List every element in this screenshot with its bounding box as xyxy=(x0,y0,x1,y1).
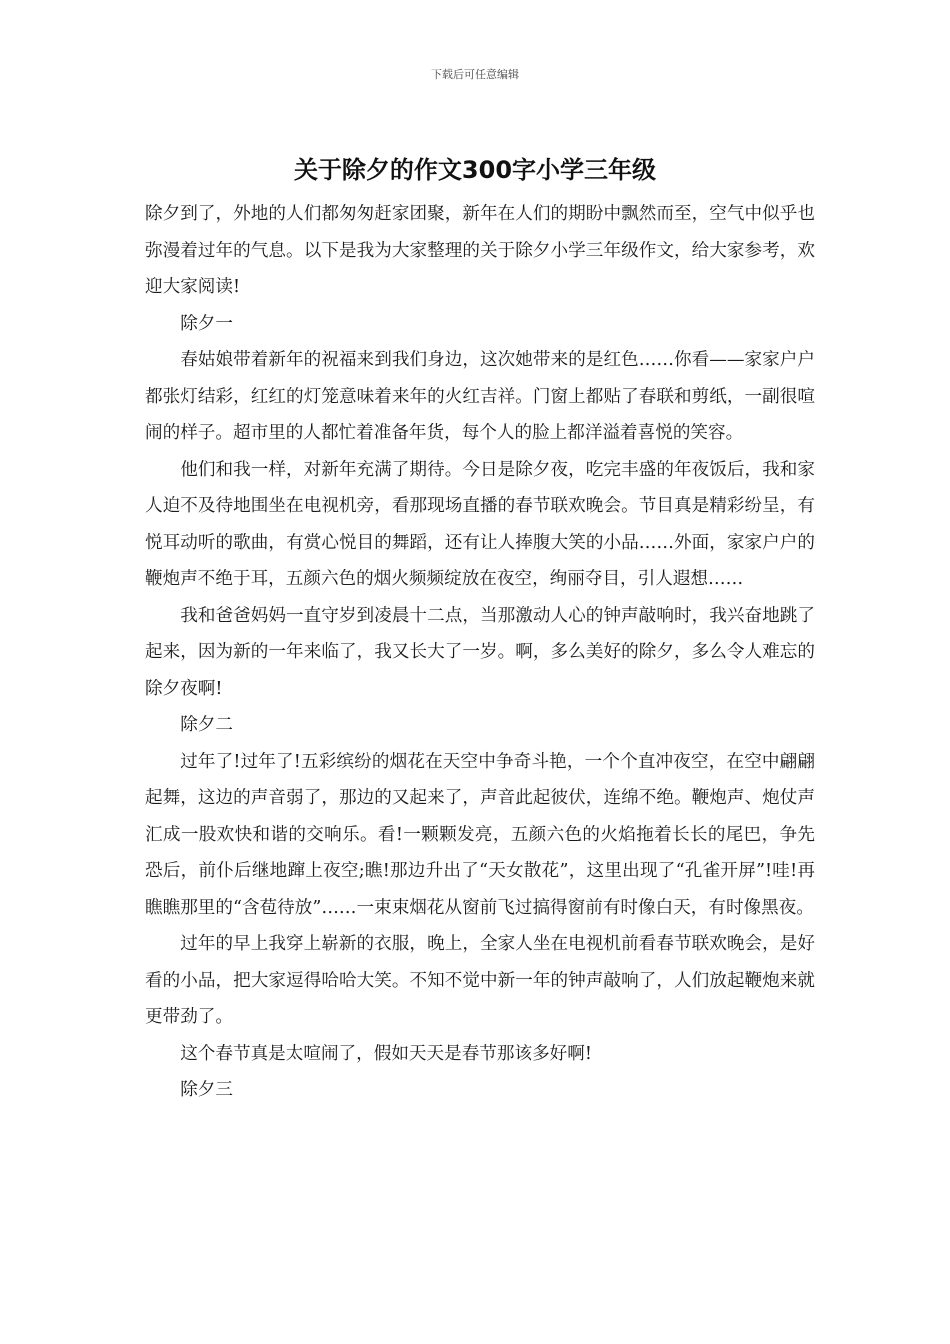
body-paragraph: 春姑娘带着新年的祝福来到我们身边，这次她带来的是红色……你看——家家户户都张灯结彩，红红的灯笼意味着来年的火红吉祥。门窗上都贴了春联和剪纸，一副很喧闹的样子。超市里的人都忙着准备年货，每个人的脸上都洋溢着喜悦的笑容。 xyxy=(145,350,815,443)
body-paragraph: 我和爸爸妈妈一直守岁到凌晨十二点，当那激动人心的钟声敲响时，我兴奋地跳了起来，因为新的一年来临了，我又长大了一岁。啊，多么美好的除夕，多么令人难忘的除夕夜啊! xyxy=(145,605,815,699)
section-heading: 除夕二 xyxy=(180,715,233,735)
intro-paragraph: 除夕到了，外地的人们都匆匆赶家团聚，新年在人们的期盼中飘然而至，空气中似乎也弥漫着过年的气息。以下是我为大家整理的关于除夕小学三年级作文，给大家参考，欢迎大家阅读! xyxy=(145,204,815,297)
document-body xyxy=(145,196,815,1109)
header-note: 下载后可任意编辑 xyxy=(431,68,519,81)
body-paragraph: 过年的早上我穿上崭新的衣服，晚上，全家人坐在电视机前看春节联欢晚会，是好看的小品，把大家逗得哈哈大笑。不知不觉中新一年的钟声敲响了，人们放起鞭炮来就更带劲了。 xyxy=(145,934,815,1027)
document-title: 关于除夕的作文300字小学三年级 xyxy=(293,156,657,184)
body-paragraph: 这个春节真是太喧闹了，假如天天是春节那该多好啊! xyxy=(180,1043,592,1064)
section-heading: 除夕一 xyxy=(180,313,233,334)
section-heading: 除夕三 xyxy=(180,1080,233,1100)
body-paragraph: 他们和我一样，对新年充满了期待。今日是除夕夜，吃完丰盛的年夜饭后，我和家人迫不及待地围坐在电视机旁，看那现场直播的春节联欢晚会。节目真是精彩纷呈，有悦耳动听的歌曲，有赏心悦目的舞蹈，还有让人捧腹大笑的小品……外面，家家户户的鞭炮声不绝于耳，五颜六色的烟火频频绽放在夜空，绚丽夺目，引人遐想…… xyxy=(145,459,815,589)
body-paragraph: 过年了!过年了!五彩缤纷的烟花在天空中争奇斗艳，一个个直冲夜空，在空中翩翩起舞，这边的声音弱了，那边的又起来了，声音此起彼伏，连绵不绝。鞭炮声、炮仗声汇成一股欢快和谐的交响乐。看!一颗颗发亮，五颜六色的火焰拖着长长的尾巴，争先恐后，前仆后继地蹿上夜空;瞧!那边升出了“天女散花”，这里出现了“孔雀开屏”!哇!再瞧瞧那里的“含苞待放”……一束束烟花从窗前飞过搞得窗前有时像白天，有时像黑夜。 xyxy=(145,751,815,918)
